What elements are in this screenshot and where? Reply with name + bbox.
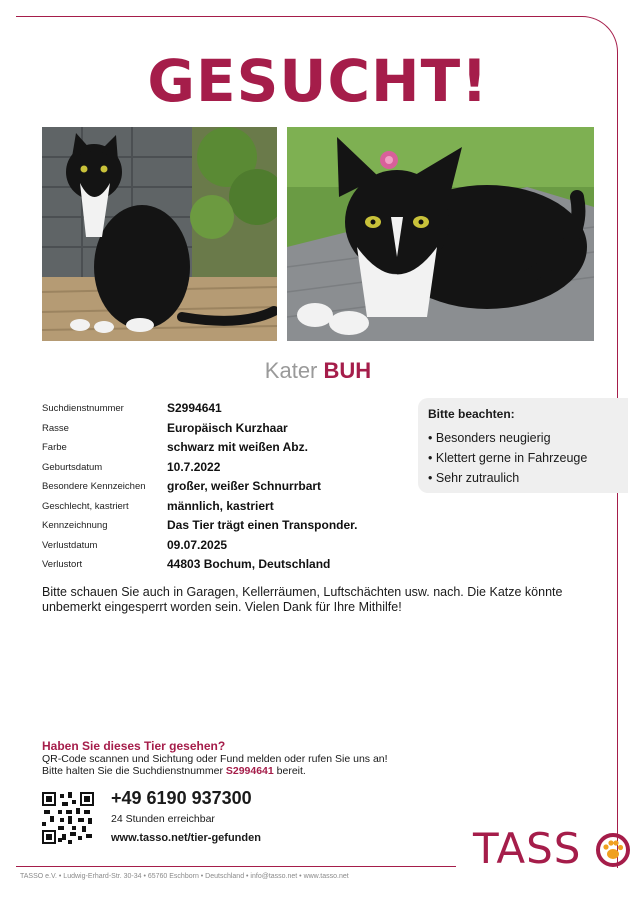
fact-value: schwarz mit weißen Abz. bbox=[167, 440, 308, 454]
facts-table bbox=[42, 401, 412, 577]
fact-value: Das Tier trägt einen Transponder. bbox=[167, 518, 358, 532]
seen-title: Haben Sie dieses Tier gesehen? bbox=[42, 739, 226, 753]
fact-label: Verlustdatum bbox=[42, 539, 98, 551]
fact-value: großer, weißer Schnurrbart bbox=[167, 479, 322, 493]
note-item: • Besonders neugierig bbox=[428, 428, 587, 448]
cat-photo-sitting bbox=[42, 127, 277, 341]
fact-value: 44803 Bochum, Deutschland bbox=[167, 557, 331, 571]
fact-row bbox=[42, 557, 412, 577]
note-item: • Klettert gerne in Fahrzeuge bbox=[428, 448, 587, 468]
note-title: Bitte beachten: bbox=[428, 407, 515, 421]
fact-row bbox=[42, 401, 412, 421]
contact-availability: 24 Stunden erreichbar bbox=[111, 813, 215, 825]
note-list bbox=[428, 428, 587, 488]
pet-type: Kater bbox=[264, 358, 318, 383]
fact-row bbox=[42, 479, 412, 499]
cat-photo-lying bbox=[287, 127, 594, 341]
note-box bbox=[418, 398, 628, 493]
fact-label: Geschlecht, kastriert bbox=[42, 500, 129, 512]
fact-row bbox=[42, 440, 412, 460]
tasso-logo bbox=[473, 826, 581, 872]
fact-row bbox=[42, 499, 412, 519]
logo-text: TASS bbox=[473, 824, 582, 873]
contact-phone[interactable]: +49 6190 937300 bbox=[111, 788, 252, 808]
footer-address: TASSO e.V. • Ludwig-Erhard-Str. 30-34 • 65760 Eschborn • Deutschland • info@tasso.net • www.tasso.net bbox=[20, 873, 349, 880]
seen-reference bbox=[42, 765, 306, 777]
pet-name-line bbox=[0, 357, 636, 385]
fact-row bbox=[42, 421, 412, 441]
seen-reference-pre: Bitte halten Sie die Suchdienstnummer bbox=[42, 765, 223, 777]
fact-label: Besondere Kennzeichen bbox=[42, 481, 146, 492]
fact-value: männlich, kastriert bbox=[167, 498, 274, 513]
seen-reference-number: S2994641 bbox=[225, 765, 274, 777]
fact-value: 10.7.2022 bbox=[167, 459, 221, 474]
fact-value: Europäisch Kurzhaar bbox=[167, 420, 288, 435]
poster-frame-bottom bbox=[16, 866, 456, 867]
fact-row bbox=[42, 518, 412, 538]
qr-code[interactable] bbox=[42, 792, 94, 844]
seen-instruction: QR-Code scannen und Sichtung oder Fund melden oder rufen Sie uns an! bbox=[42, 753, 388, 765]
note-item: • Sehr zutraulich bbox=[428, 468, 587, 488]
fact-row bbox=[42, 460, 412, 480]
fact-label: Kennzeichnung bbox=[42, 520, 108, 531]
paw-logo-icon bbox=[593, 830, 633, 870]
fact-value: 09.07.2025 bbox=[167, 537, 228, 552]
pet-name: BUH bbox=[323, 358, 372, 383]
fact-row bbox=[42, 538, 412, 558]
fact-label: Farbe bbox=[42, 442, 67, 453]
fact-label: Verlustort bbox=[42, 559, 83, 570]
seen-reference-post: bereit. bbox=[276, 765, 306, 777]
fact-label: Geburtsdatum bbox=[42, 461, 103, 473]
search-message: Bitte schauen Sie auch in Garagen, Kellerräumen, Luftschächten usw. nach. Die Katze könnte unbemerkt eingesperrt worden sein. Vielen Dank für Ihre Mithilfe! bbox=[42, 585, 563, 614]
contact-website-link[interactable]: www.tasso.net/tier-gefunden bbox=[111, 832, 261, 844]
fact-value: S2994641 bbox=[167, 401, 222, 415]
fact-label: Rasse bbox=[42, 422, 69, 434]
headline: GESUCHT! bbox=[147, 47, 489, 115]
fact-label: Suchdienstnummer bbox=[42, 403, 124, 414]
